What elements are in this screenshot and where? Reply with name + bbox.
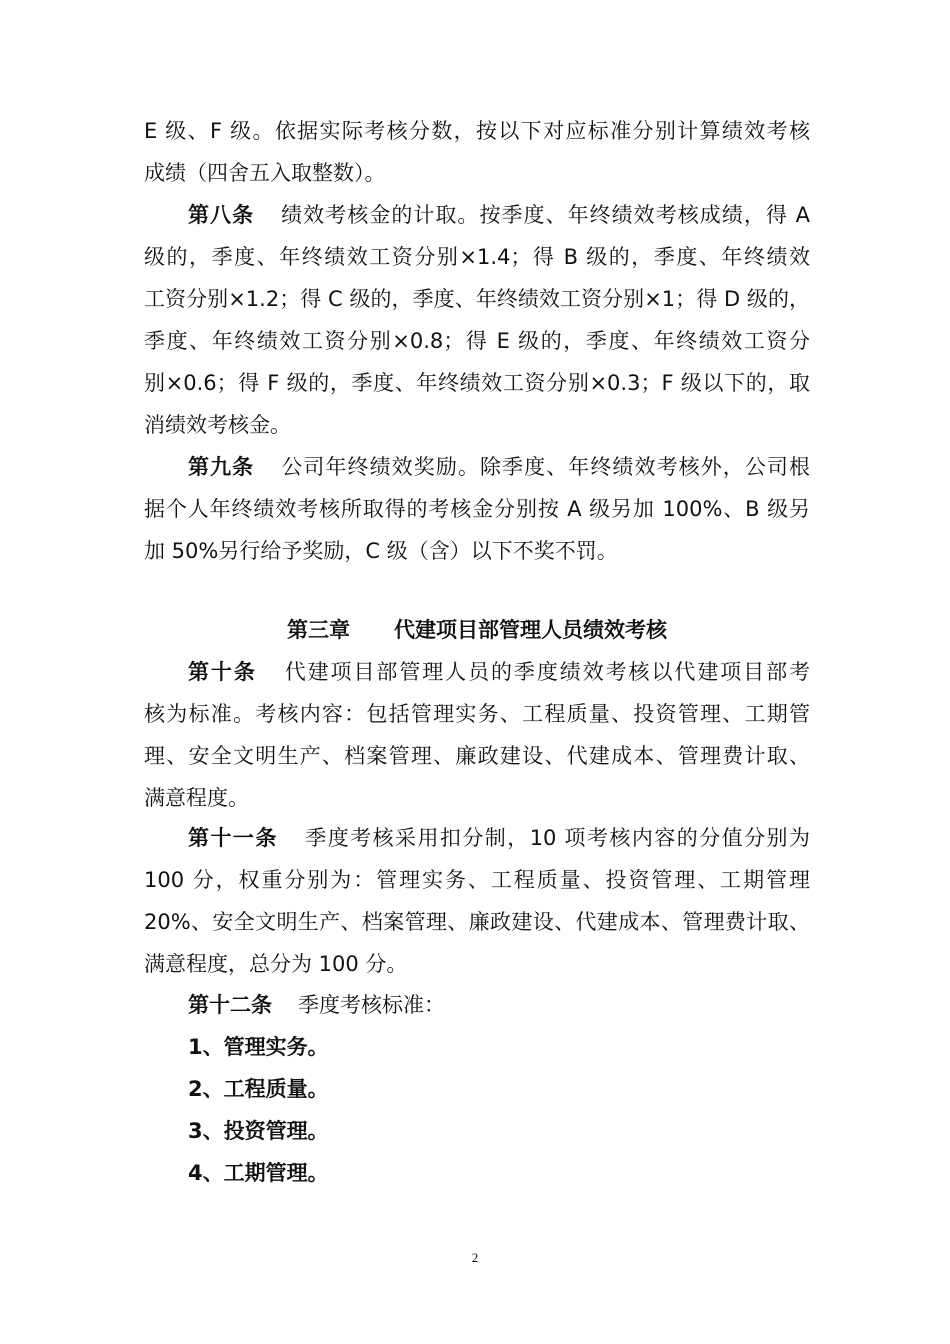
paragraph-line: 加 50%另行给予奖励，C 级（含）以下不奖不罚。	[144, 539, 618, 563]
paragraph-line: E 级、F 级。依据实际考核分数，按以下对应标准分别计算绩效考核	[144, 119, 810, 143]
article-9-title: 第九条	[188, 455, 255, 479]
paragraph-line: 100 分，权重分别为：管理实务、工程质量、投资管理、工期管理	[144, 868, 810, 892]
paragraph-line: 消绩效考核金。	[144, 413, 291, 437]
chapter-title: 代建项目部管理人员绩效考核	[394, 618, 667, 642]
list-item: 3、投资管理。	[188, 1119, 329, 1143]
article-9-text: 公司年终绩效奖励。除季度、年终绩效考核外，公司根	[280, 455, 811, 479]
article-11-title: 第十一条	[188, 826, 278, 850]
paragraph-line: 工资分别×1.2；得 C 级的，季度、年终绩效工资分别×1；得 D 级的，	[144, 287, 810, 311]
chapter-heading	[144, 615, 810, 645]
page-number: 2	[471, 1250, 479, 1265]
article-10-title: 第十条	[188, 660, 257, 684]
article-10-text: 代建项目部管理人员的季度绩效考核以代建项目部考	[282, 660, 811, 684]
paragraph-line: 别×0.6；得 F 级的，季度、年终绩效工资分别×0.3；F 级以下的，取	[144, 371, 810, 395]
article-12-first-line	[188, 990, 810, 1020]
article-8-text: 绩效考核金的计取。按季度、年终绩效考核成绩，得 A	[280, 203, 810, 227]
article-12-text: 季度考核标准：	[298, 993, 445, 1017]
list-item: 1、管理实务。	[188, 1035, 329, 1059]
paragraph-line: 理、安全文明生产、档案管理、廉政建设、代建成本、管理费计取、	[144, 744, 810, 768]
list-item: 2、工程质量。	[188, 1077, 329, 1101]
paragraph-line: 20%、安全文明生产、档案管理、廉政建设、代建成本、管理费计取、	[144, 910, 810, 934]
chapter-number: 第三章	[287, 618, 350, 642]
article-10-first-line	[188, 657, 810, 687]
list-item: 4、工期管理。	[188, 1161, 329, 1185]
paragraph-line: 成绩（四舍五入取整数）。	[144, 161, 386, 185]
article-11-text: 季度考核采用扣分制，10 项考核内容的分值分别为	[303, 826, 811, 850]
article-12-title: 第十二条	[188, 993, 272, 1017]
paragraph-line: 季度、年终绩效工资分别×0.8；得 E 级的，季度、年终绩效工资分	[144, 329, 810, 353]
paragraph-line: 满意程度，总分为 100 分。	[144, 952, 408, 976]
article-9-first-line	[188, 452, 810, 482]
article-8-first-line	[188, 200, 810, 230]
article-8-title: 第八条	[188, 203, 255, 227]
paragraph-line: 满意程度。	[144, 786, 249, 810]
paragraph-line: 据个人年终绩效考核所取得的考核金分别按 A 级另加 100%、B 级另	[144, 497, 810, 521]
paragraph-line: 级的，季度、年终绩效工资分别×1.4；得 B 级的，季度、年终绩效	[144, 245, 810, 269]
paragraph-line: 核为标准。考核内容：包括管理实务、工程质量、投资管理、工期管	[144, 702, 810, 726]
article-11-first-line	[188, 823, 810, 853]
